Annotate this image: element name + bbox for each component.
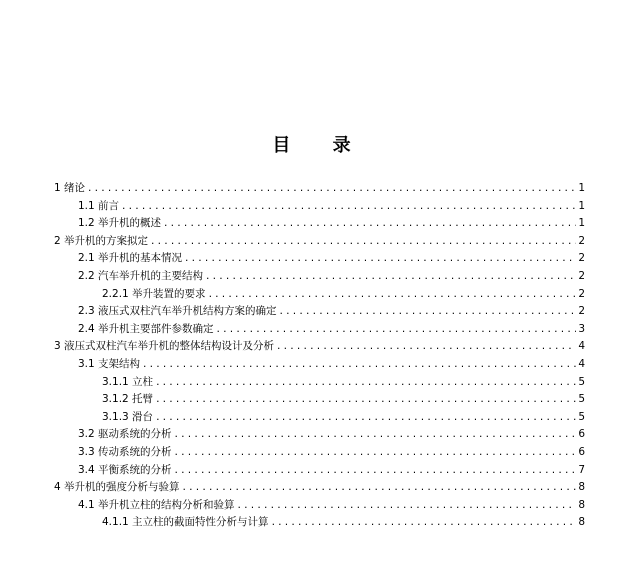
toc-entry-text: 3.1.3 滑台 — [102, 410, 154, 423]
toc-entry-text: 3.4 平衡系统的分析 — [78, 463, 172, 476]
toc-dot-leader — [155, 392, 576, 410]
toc-entry-text: 3.1.2 托臂 — [102, 393, 154, 406]
toc-dot-leader — [216, 322, 576, 340]
toc-entry-text: 2.1 举升机的基本情况 — [78, 252, 183, 265]
toc-dot-leader — [150, 234, 576, 252]
toc-dot-leader — [182, 480, 576, 498]
toc-entry[interactable] — [54, 426, 585, 444]
toc-page-number: 2 — [578, 287, 585, 300]
toc-entry[interactable] — [54, 180, 585, 198]
toc-entry[interactable] — [54, 268, 585, 286]
toc-page-number: 5 — [578, 393, 585, 406]
toc-entry[interactable] — [54, 198, 585, 216]
toc-page-number: 5 — [578, 410, 585, 423]
toc-page-number: 5 — [578, 375, 585, 388]
toc-entry[interactable] — [54, 497, 585, 515]
toc-entry[interactable] — [54, 250, 585, 268]
toc-entry-text: 4 举升机的强度分析与验算 — [54, 481, 180, 494]
toc-entry[interactable] — [54, 391, 585, 409]
toc-entry-text: 1 绪论 — [54, 182, 86, 194]
toc-page-number: 2 — [578, 234, 585, 247]
toc-entry[interactable] — [54, 409, 585, 427]
toc-dot-leader — [174, 427, 576, 445]
toc-dot-leader — [208, 287, 576, 305]
toc-dot-leader — [155, 375, 576, 393]
toc-dot-leader — [271, 515, 576, 533]
toc-entry[interactable] — [54, 514, 585, 532]
toc-entry[interactable] — [54, 356, 585, 374]
toc-entry-text: 3.3 传动系统的分析 — [78, 445, 172, 458]
toc-entry-text: 4.1 举升机立柱的结构分析和验算 — [78, 498, 235, 511]
toc-entry[interactable] — [54, 233, 585, 251]
toc-dot-leader — [184, 251, 576, 269]
toc-entry[interactable] — [54, 215, 585, 233]
toc-entry-text: 2.4 举升机主要部件参数确定 — [78, 322, 214, 335]
toc-entry-text: 1.1 前言 — [78, 199, 120, 212]
toc-dot-leader — [279, 304, 576, 322]
toc-page-number: 8 — [578, 498, 585, 511]
toc-entry-text: 2 举升机的方案拟定 — [54, 234, 149, 247]
toc-dot-leader — [155, 410, 576, 428]
toc-page-number: 8 — [578, 481, 585, 494]
toc-page-number: 8 — [578, 516, 585, 529]
toc-entry-text: 4.1.1 主立柱的截面特性分析与计算 — [102, 516, 269, 529]
toc-page-number: 2 — [578, 269, 585, 282]
toc-entry-text: 3.1 支架结构 — [78, 357, 141, 370]
toc-entry[interactable] — [54, 338, 585, 356]
toc-page-number: 4 — [578, 357, 585, 370]
toc-dot-leader — [237, 498, 576, 516]
toc-dot-leader — [121, 199, 576, 217]
toc-page-number: 6 — [578, 428, 585, 441]
toc-entry-text: 3.2 驱动系统的分析 — [78, 428, 172, 441]
toc-entry[interactable] — [54, 462, 585, 480]
toc-entry-text: 3 液压式双柱汽车举升机的整体结构设计及分析 — [54, 340, 275, 353]
toc-dot-leader — [205, 269, 576, 287]
toc-title: 目 录 — [272, 135, 369, 156]
table-of-contents — [54, 180, 585, 532]
toc-page-number: 1 — [578, 217, 585, 230]
toc-entry-text: 1.2 举升机的概述 — [78, 217, 162, 230]
toc-dot-leader — [87, 181, 576, 199]
toc-entry[interactable] — [54, 479, 585, 497]
toc-page-number: 2 — [578, 305, 585, 318]
toc-dot-leader — [174, 463, 576, 481]
toc-page-number: 4 — [578, 340, 585, 353]
toc-entry[interactable] — [54, 303, 585, 321]
toc-page-number: 1 — [578, 199, 585, 212]
toc-entry-text: 2.3 液压式双柱汽车举升机结构方案的确定 — [78, 305, 277, 318]
toc-entry-text: 2.2.1 举升装置的要求 — [102, 287, 206, 300]
toc-entry[interactable] — [54, 374, 585, 392]
toc-entry[interactable] — [54, 286, 585, 304]
toc-page-number: 6 — [578, 445, 585, 458]
toc-page-number: 1 — [578, 182, 585, 194]
toc-entry-text: 3.1.1 立柱 — [102, 375, 154, 388]
toc-page-number: 7 — [578, 463, 585, 476]
toc-dot-leader — [174, 445, 576, 463]
toc-page-number: 3 — [578, 322, 585, 335]
toc-entry[interactable] — [54, 444, 585, 462]
toc-dot-leader — [142, 357, 576, 375]
toc-dot-leader — [163, 216, 576, 234]
toc-page-number: 2 — [578, 252, 585, 265]
toc-entry-text: 2.2 汽车举升机的主要结构 — [78, 269, 204, 282]
toc-entry[interactable] — [54, 321, 585, 339]
toc-dot-leader — [276, 339, 576, 357]
